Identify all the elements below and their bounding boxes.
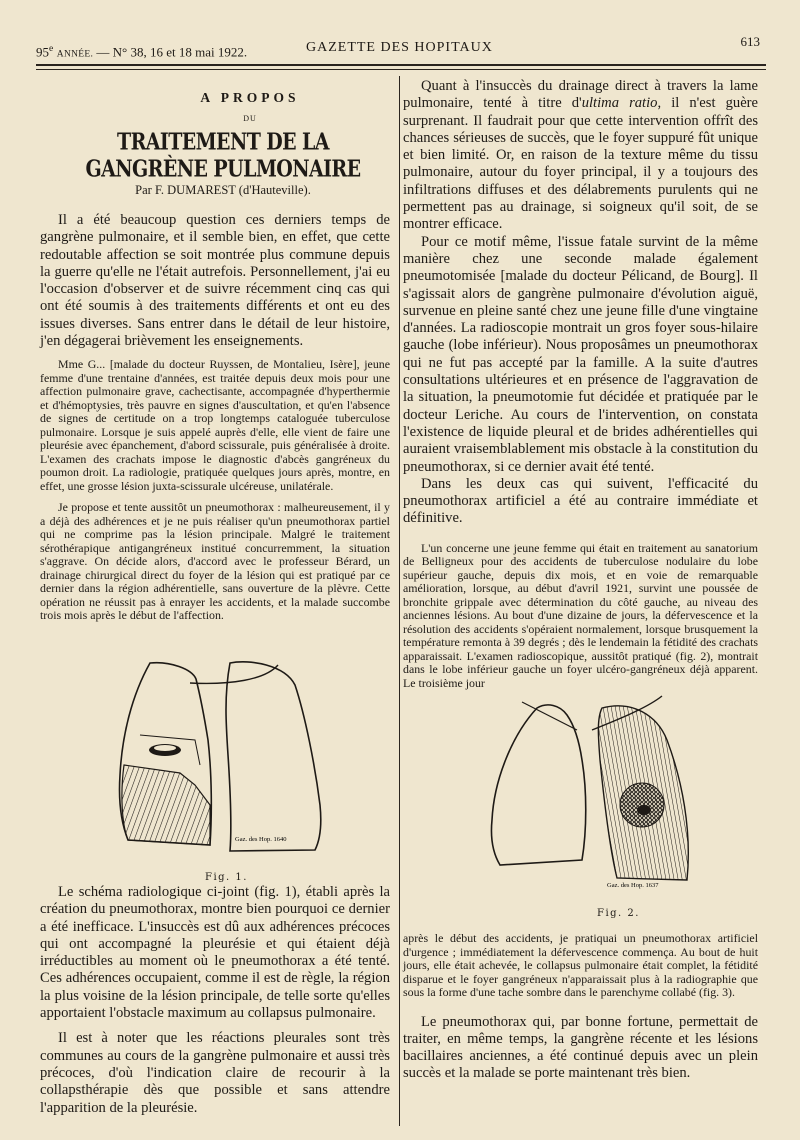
left-column-lower (40, 884, 390, 1117)
page-number: 613 (740, 34, 760, 49)
drainage-text-a: Quant à l'insuccès du drainage direct à travers la lame pulmonaire, tenté à titre d' (403, 78, 758, 112)
radiograph-schema-1 (100, 655, 330, 865)
article-kicker: A PROPOS (200, 90, 300, 105)
case-1-abbr: Mme (58, 357, 84, 372)
paragraph-schema: Le schéma radiologique ci-joint (fig. 1), établi après la création du pneumothorax, montre bien pourquoi ce dernier a été inefficace. L'insuccès est dû aux adhérences précoces qui ont accompagné la pleurésie et qui étaient déjà irréductibles au moment où le pneumothorax a été tenté. Ces adhérences occupaient, comme il est de règle, la région la plus voisine de la lésion principale, de telle sorte qu'elles apportaient l'obstacle maximum au collapsus pulmonaire. (40, 884, 390, 1022)
figure-2 (482, 690, 722, 895)
gangrene-focus (620, 783, 664, 827)
article-title: TRAITEMENT DE LA GANGRÈNE PULMONAIRE (85, 129, 361, 183)
drainage-latin: ultima ratio (581, 95, 658, 112)
paragraph-transition: Dans les deux cas qui suivent, l'efficacité du pneumothorax artificiel a été au contraire immédiate et définitive. (403, 475, 758, 527)
radiograph-schema-2 (482, 690, 722, 895)
paragraph-case-3-continued: après le début des accidents, je pratiquai un pneumothorax artificiel d'urgence ; immédiatement la défervescence commença. Au bout de huit jours, elle était achevée, le collapsus pulmonaire était complet, la fétidité disparue et le foyer gangréneux n'apparaissait plus à la radiographie que sous la forme d'une tache sombre dans le parenchyme collabé (fig. 3). (403, 931, 758, 999)
column-separator (399, 76, 400, 1126)
paragraph-conclusion: Le pneumothorax qui, par bonne fortune, permettait de traiter, en même temps, la gangrène récente et les lésions bacillaires anciennes, a été continué depuis avec un plein succès et la malade se porte maintenant très bien. (403, 1013, 758, 1082)
drainage-text-b: , il n'est guère surprenant. Il faudrait pour que cette intervention offrît des chances sérieuses de succès, que le foyer suppuré fût unique et bien limité. Or, en raison de la texture même du tissu pulmonaire, autour du foyer principal, il y a toujours des infiltrations diffuses et des délabrements purulents qui ne permettent pas au drainage, si soigneux qu'il soit, de se montrer efficace. (403, 95, 759, 233)
paragraph-case-1 (40, 358, 390, 493)
issue-info (36, 44, 247, 60)
fig2-signature: Gaz. des Hop. 1637 (607, 882, 659, 889)
page-header (36, 34, 764, 60)
pneumothorax-hatched-zone (122, 765, 210, 845)
year-suffix: e (49, 44, 54, 54)
paragraph-intro: Il a été beaucoup question ces derniers temps de gangrène pulmonaire, et il semble bien, en effet, que cette redoutable affection se soit montrée plus commune depuis la guerre qu'elle ne l'était autrefois. Personnellement, j'ai eu l'occasion d'observer et de suivre récemment cinq cas qui ont été soumis à des traitements différents et ont eu des issues diverses. Sans entrer dans le détail de leur histoire, j'en dégagerai brièvement les enseignements. (40, 212, 390, 350)
figure-1-caption: Fig. 1. (205, 872, 248, 883)
figure-2-caption: Fig. 2. (597, 908, 640, 919)
year-word: ANNÉE. (56, 49, 94, 60)
paragraph-reactions: Il est à noter que les réactions pleurales sont très communes au cours de la gangrène pulmonaire et aussi très précoces, d'où l'indication claire de recourir à la collapsthérapie dès que possible et sans attendre l'apparition de la pleurésie. (40, 1030, 390, 1116)
paragraph-case-2: Pour ce motif même, l'issue fatale survint de la même manière chez une seconde malade également pneumotomisée [malade du docteur Pélicand, de Bourg]. Il s'agissait alors de gangrène pulmonaire d'évolution aiguë, survenue en pleine santé chez une jeune fille d'une vingtaine d'années. La radioscopie montrait un gros foyer sous-hilaire gauche (lobe inférieur). Nous proposâmes un pneumothorax qui ne fut pas accepté par la famille. A la suite d'autres consultations ultérieures et en présence de l'aggravation de la situation, la pneumotomie fut décidée et pratiquée par le docteur Leriche. Au cours de l'intervention, on constata l'existence de liquide pleural et de brides adhérentielles qui auraient vraisemblablement mis obstacle à la constitution du pneumothorax, si ce dernier avait été tenté. (403, 233, 758, 475)
paragraph-drainage (403, 78, 758, 234)
figure-1 (100, 655, 330, 865)
right-column (403, 78, 758, 690)
year-number: 95 (36, 44, 49, 60)
right-lung-outline-2 (491, 705, 585, 865)
left-column (40, 78, 390, 623)
paragraph-case-1-treatment: Je propose et tente aussitôt un pneumothorax : malheureusement, il y a déjà des adhérences et je ne puis réaliser qu'un pneumothorax partiel qui ne comprime pas la lésion principale. Malgré le traitement sérothérapique antigangréneux institué concurremment, la situation s'aggrave. On décide alors, d'accord avec le professeur Bérard, un drainage chirurgical direct du foyer de la lésion qui est pratiqué par ce dernier dans la région adhérentielle, sans ouverture de la plèvre. Cette opération ne réussit pas à enrayer les accidents, et la malade succombe trois mois après le début de l'affection. (40, 500, 390, 623)
journal-title: GAZETTE DES HOPITAUX (306, 40, 493, 55)
issue-number: — N° 38, 16 et 18 mai 1922. (96, 44, 248, 60)
header-rule-thin (36, 69, 766, 70)
header-rule-thick (36, 64, 766, 66)
fig1-signature: Gaz. des Hop. 1640 (235, 836, 287, 843)
case-1-text: G... [malade du docteur Ruyssen, de Montalieu, Isère], jeune femme d'une trentaine d'années, est traitée depuis deux mois pour une affection pulmonaire grave, cachectisante, accompagnée d'hyperthermie et d'hémoptysies, très pauvre en signes d'auscultation, et qu'en l'absence de signes de certitude on a trop longtemps cataloguée tuberculose pulmonaire. Lorsque je suis appelé auprès d'elle, elle vient de faire une pleurésie avec épanchement, d'abord scissurale, puis généralisée à droite. L'examen des crachats impose le diagnostic d'abcès gangréneux du poumon droit. La radiologie, pratiquée quelques jours après, montre, en effet, une grosse lésion juxta-scissurale ulcéreuse, unilatérale. (40, 357, 390, 493)
article-du: DU (243, 114, 257, 123)
left-lung-outline (226, 662, 321, 851)
article-byline: Par F. DUMAREST (d'Hauteville). (135, 183, 311, 197)
right-column-lower (403, 932, 758, 1083)
paragraph-case-3: L'un concerne une jeune femme qui était en traitement au sanatorium de Belligneux pour des accidents de tuberculose nodulaire du lobe supérieur gauche, depuis dix mois, et en voie de remarquable amélioration, lorsque, au début d'avril 1921, survint une poussée de bronchite grippale avec détermination du côté gauche, au niveau des anciennes lésions. Au bout d'une dizaine de jours, la défervescence et la résolution des accidents s'opéraient normalement, lorsque brusquement la température remonta à 39 degrés ; dès le lendemain la fétidité des crachats apparaissait. L'examen radioscopique, aussitôt pratiqué (fig. 2), montrait dans le lobe inférieur gauche un foyer ulcéro-gangréneux déjà apparent. Le troisième jour (403, 540, 758, 690)
